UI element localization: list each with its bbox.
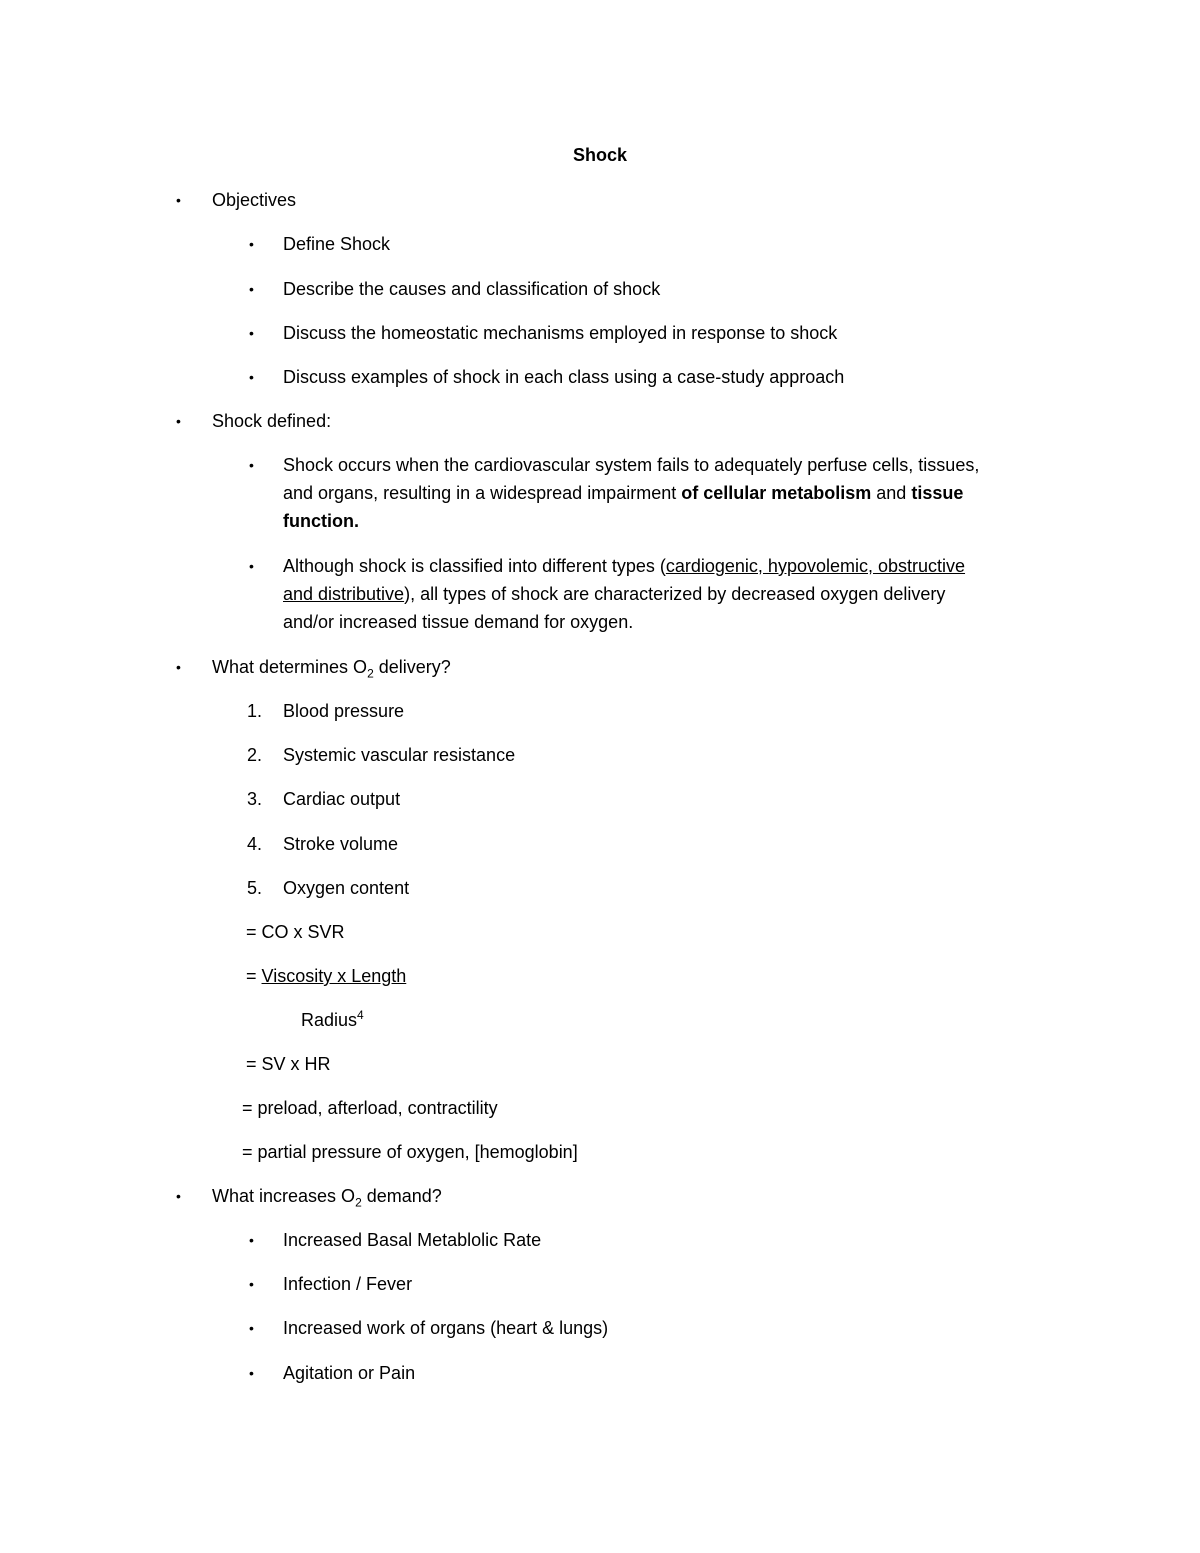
denominator-text: Radius <box>301 1010 358 1030</box>
exponent: 4 <box>357 1008 364 1022</box>
bullet-icon: • <box>176 413 181 429</box>
definition-line: Shock occurs when the cardiovascular system fails to adequately perfuse cells, tissues, <box>283 455 980 475</box>
heading-text: What determines O <box>212 657 368 677</box>
subscript: 2 <box>367 666 374 681</box>
heading-text: What increases O <box>212 1186 356 1206</box>
classification-line <box>283 580 945 608</box>
equation-line: = CO x SVR <box>246 922 345 942</box>
objective-item: Describe the causes and classification of shock <box>283 279 661 299</box>
list-number: 1. <box>247 701 263 721</box>
demand-item: Increased work of organs (heart & lungs) <box>283 1318 609 1338</box>
shock-types-underlined: and distributive <box>283 584 405 604</box>
equation-line: = SV x HR <box>246 1054 331 1074</box>
determinant-item: Stroke volume <box>283 834 399 854</box>
equation-line: = partial pressure of oxygen, [hemoglobin] <box>242 1142 578 1162</box>
classification-text: Although shock is classified into different types ( <box>283 556 666 576</box>
bullet-icon: • <box>249 281 254 297</box>
o2-delivery-heading <box>212 653 451 681</box>
bullet-icon: • <box>176 659 181 675</box>
bullet-icon: • <box>249 558 254 574</box>
equation-prefix: = <box>246 966 262 986</box>
list-number: 3. <box>247 789 263 809</box>
definition-text: and organs, resulting in a widespread impairment <box>283 483 682 503</box>
bullet-icon: • <box>176 1188 181 1204</box>
determinant-item: Systemic vascular resistance <box>283 745 516 765</box>
demand-item: Increased Basal Metablolic Rate <box>283 1230 542 1250</box>
subscript: 2 <box>355 1195 362 1210</box>
classification-line: and/or increased tissue demand for oxygen. <box>283 612 634 632</box>
definition-emphasis: function. <box>283 511 359 531</box>
determinant-item: Blood pressure <box>283 701 405 721</box>
objective-item: Discuss the homeostatic mechanisms employed in response to shock <box>283 323 838 343</box>
heading-text: demand? <box>361 1186 442 1206</box>
objectives-heading: Objectives <box>212 190 297 210</box>
list-number: 5. <box>247 878 263 898</box>
determinant-item: Cardiac output <box>283 789 401 809</box>
bullet-icon: • <box>249 1276 254 1292</box>
demand-item: Agitation or Pain <box>283 1363 416 1383</box>
list-number: 2. <box>247 745 263 765</box>
definition-emphasis: tissue <box>911 483 964 503</box>
bullet-icon: • <box>249 236 254 252</box>
classification-line <box>283 552 965 580</box>
definition-line <box>283 479 963 507</box>
bullet-icon: • <box>249 457 254 473</box>
bullet-icon: • <box>249 1320 254 1336</box>
equation-line <box>246 962 406 990</box>
objective-item: Discuss examples of shock in each class using a case-study approach <box>283 367 845 387</box>
bullet-icon: • <box>176 192 181 208</box>
bullet-icon: • <box>249 1232 254 1248</box>
document-title: Shock <box>572 145 628 165</box>
shock-defined-heading: Shock defined: <box>212 411 332 431</box>
list-number: 4. <box>247 834 263 854</box>
objective-item: Define Shock <box>283 234 391 254</box>
determinant-item: Oxygen content <box>283 878 410 898</box>
shock-types-underlined: cardiogenic, hypovolemic, obstructive <box>665 556 966 576</box>
definition-emphasis: of cellular metabolism <box>681 483 872 503</box>
bullet-icon: • <box>249 369 254 385</box>
heading-text: delivery? <box>373 657 451 677</box>
definition-text: and <box>871 483 912 503</box>
equation-line: = preload, afterload, contractility <box>242 1098 498 1118</box>
classification-text: ), all types of shock are characterized by decreased oxygen delivery <box>404 584 946 604</box>
equation-numerator: Viscosity x Length <box>261 966 407 986</box>
o2-demand-heading <box>212 1182 442 1210</box>
bullet-icon: • <box>249 325 254 341</box>
bullet-icon: • <box>249 1365 254 1381</box>
equation-denominator <box>301 1006 364 1034</box>
demand-item: Infection / Fever <box>283 1274 413 1294</box>
